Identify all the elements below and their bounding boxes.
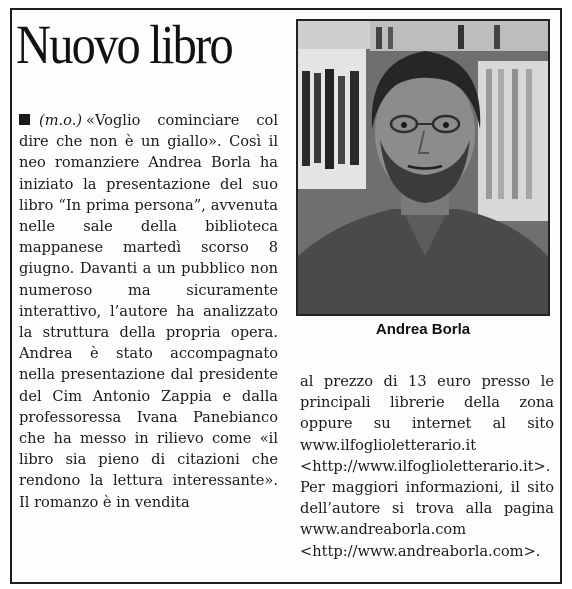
byline: (m.o.) — [39, 112, 83, 129]
article-column-left — [19, 110, 278, 513]
photo-caption: Andrea Borla — [375, 321, 471, 338]
body-text-column-2: al prezzo di 13 euro presso le principali librerie della zona oppure su internet al sito www.ilfoglioletterario.it <http://www.ilfoglioletterario.it>. Per maggiori informazioni, il sito dell’autore si trova alla pagina www.andreaborla.com <http://www.andreaborla.com>. — [300, 373, 554, 560]
body-text-column-1: «Voglio cominciare col dire che non è un giallo». Così il neo romanziere Andrea Borla ha iniziato la presentazione del suo libro “In prima persona”, avvenuta nelle sale della biblioteca mappanese martedì scorso 8 giugno. Davanti a un pubblico non numeroso ma sicuramente interattivo, l’autore ha analizzato la struttura della propria opera. Andrea è stato accompagnato nella presentazione dal presidente del Cim Antonio Zappia e dalla professoressa Ivana Panebianco che ha messo in rilievo come «il libro sia pieno di citazioni che rendono la lettura interessante». Il romanzo è in vendita — [19, 112, 278, 511]
article-column-right — [300, 371, 554, 562]
author-photo — [296, 19, 550, 316]
square-bullet-icon — [19, 114, 30, 125]
paragraph — [19, 110, 278, 513]
headline: Nuovo libro — [16, 14, 232, 75]
portrait-image — [298, 21, 550, 316]
